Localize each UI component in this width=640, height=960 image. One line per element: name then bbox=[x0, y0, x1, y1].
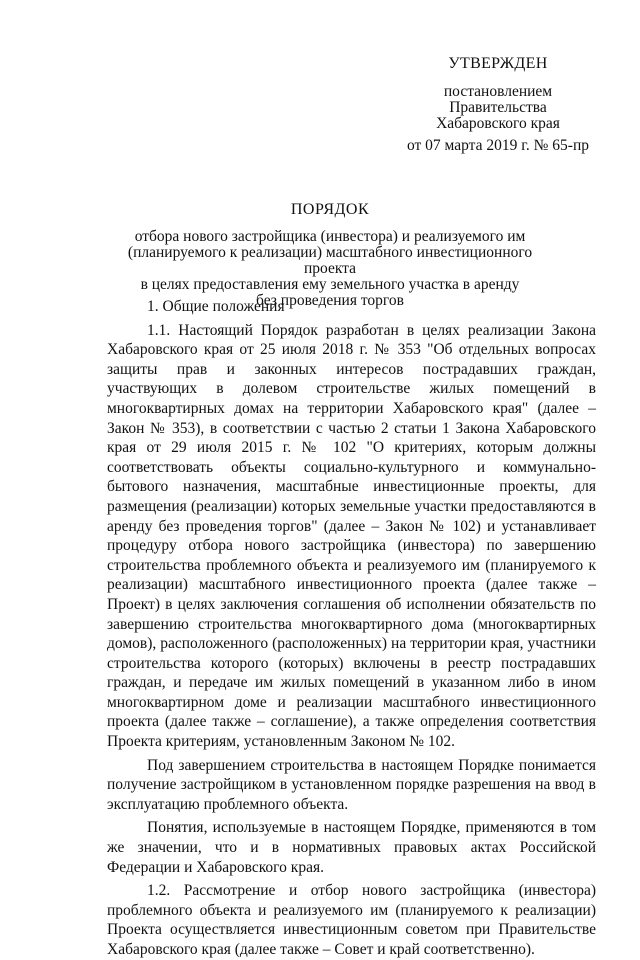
document-title bbox=[100, 202, 560, 309]
section-heading-general: 1. Общие положения bbox=[147, 298, 285, 315]
approval-date: от 07 марта 2019 г. № 65-пр bbox=[406, 137, 590, 154]
approval-line-3: Хабаровского края bbox=[436, 115, 560, 132]
paragraph-completion-definition: Под завершением строительства в настоящем Порядке понимается получение застройщиком в установленном порядке разрешения на ввод в эксплуатацию проблемного объекта. bbox=[107, 756, 596, 813]
document-body bbox=[107, 297, 596, 960]
title-line-3: в целях предоставления ему земельного участка в аренду bbox=[140, 276, 520, 293]
approval-line-2: Правительства bbox=[449, 99, 547, 116]
title-line-2: (планируемого к реализации) масштабного инвестиционного проекта bbox=[127, 244, 533, 277]
paragraph-terms: Понятия, используемые в настоящем Порядке, применяются в том же значении, что и в нормативных правовых актах Российской Федерации и Хабаровского края. bbox=[107, 819, 596, 876]
paragraph-1-2: 1.2. Рассмотрение и отбор нового застройщика (инвестора) проблемного объекта и реализуемого им (планируемого к реализации) Проекта осуществляется инвестиционным советом при Правительстве Хабаровского края (далее также – Совет и край соответственно). bbox=[107, 882, 596, 958]
approved-label: УТВЕРЖДЕН bbox=[448, 55, 548, 72]
title-heading: ПОРЯДОК bbox=[290, 201, 370, 218]
title-line-4: без проведения торгов bbox=[256, 292, 404, 309]
approval-line-1: постановлением bbox=[443, 83, 553, 100]
approval-stamp bbox=[398, 56, 598, 154]
title-line-1: отбора нового застройщика (инвестора) и реализуемого им bbox=[134, 228, 526, 245]
paragraph-1-1: 1.1. Настоящий Порядок разработан в целях реализации Закона Хабаровского края от 25 июля 2018 г. № 353 "Об отдельных вопросах защиты прав и законных интересов пострадавших граждан, участвующих в долевом строительстве жилых помещений в многоквартирных домах на территории Хабаровского края" (далее – Закон № 353), в соответствии с частью 2 статьи 1 Закона Хабаровского края от 29 июля 2015 г. № 102 "О критериях, которым должны соответствовать объекты социально-культурного и коммунально-бытового назначения, масштабные инвестиционные проекты, для размещения (реализации) которых земельные участки предоставляются в аренду без проведения торгов" (далее – Закон № 102) и устанавливает процедуру отбора нового застройщика (инвестора) по завершению строительства проблемного объекта и реализуемого им (планируемого к реализации) масштабного инвестиционного проекта (далее также – Проект) в целях заключения соглашения об исполнении обязательств по завершению строительства многоквартирного дома (многоквартирных домов), расположенного (расположенных) на территории края, участники строительства которого (которых) включены в реестр пострадавших граждан, и передаче им жилых помещений в указанном либо в ином многоквартирном доме и реализации масштабного инвестиционного проекта (далее также – соглашение), а также определения соответствия Проекта критериям, установленным Законом № 102. bbox=[107, 321, 596, 751]
